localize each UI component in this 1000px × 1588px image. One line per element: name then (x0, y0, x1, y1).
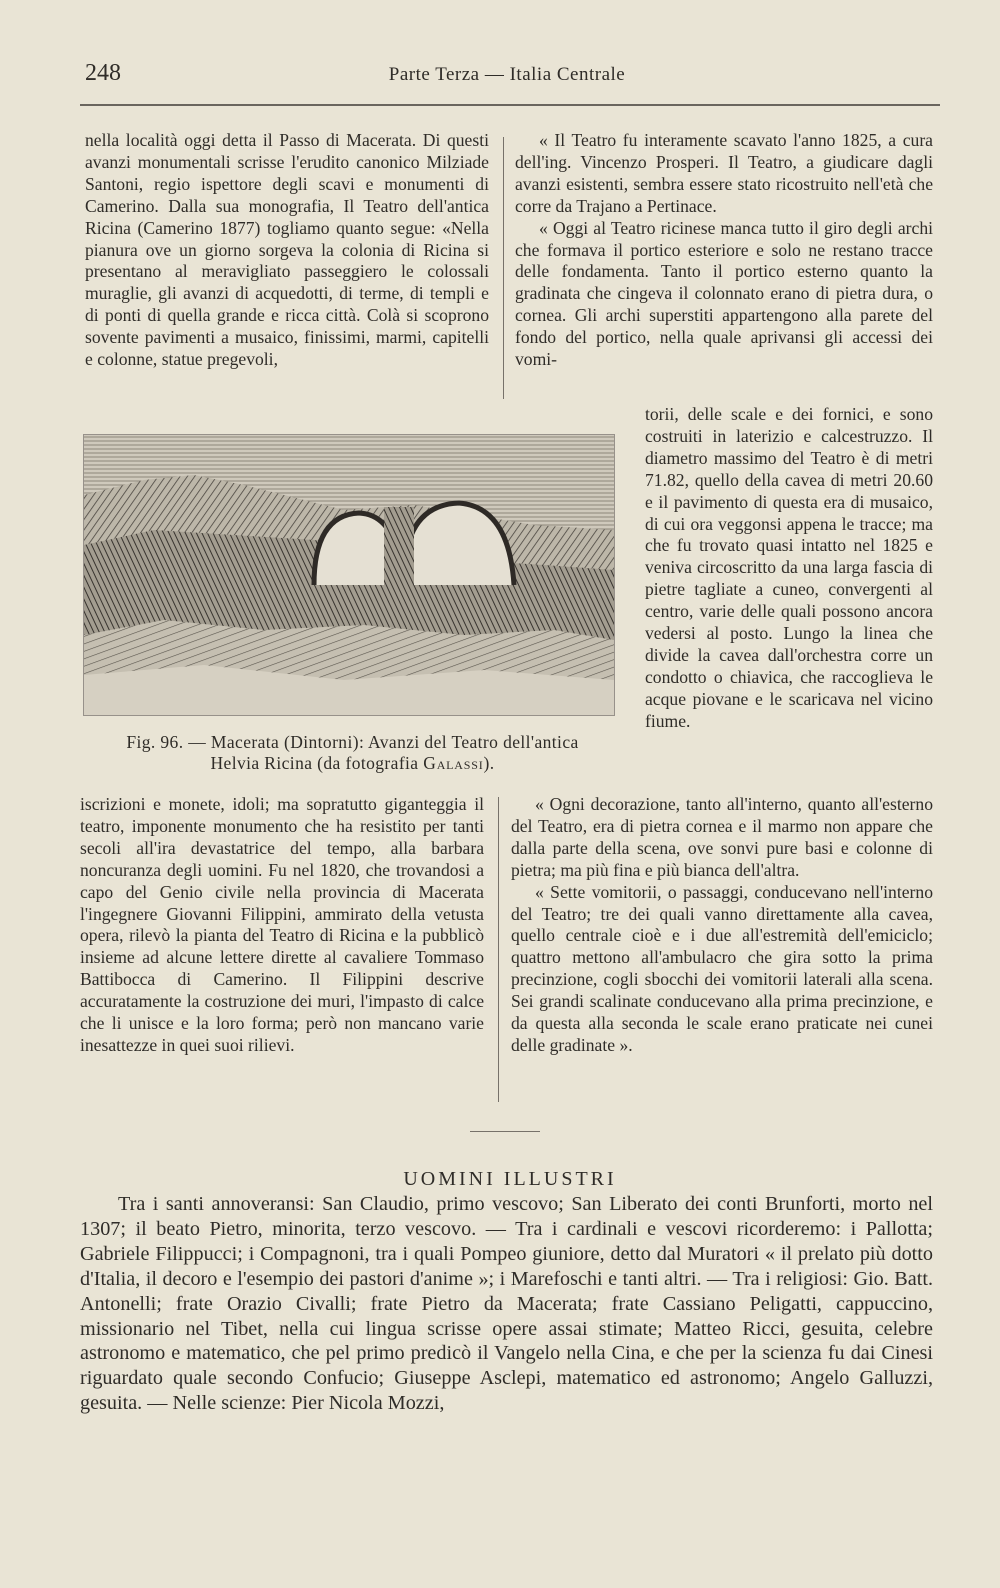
right-column-top (515, 130, 933, 371)
caption-line-2 (80, 753, 625, 774)
left-top-paragraph: nella località oggi detta il Passo di Macerata. Di questi avanzi monumentali scrisse l'erudito canonico Milziade Santoni, regio ispettore degli scavi e monumenti di Camerino. Dalla sua monografia, Il Teatro dell'antica Ricina (Camerino 1877) togliamo quanto segue: «Nella pianura ove un giorno sorgeva la colonia di Ricina si presentano al meravigliato passeggiero le colossali muraglie, gli avanzi di acquedotti, di terme, di templi e di ponti di quella grande e ricca città. Colà si scoprono sovente pavimenti a musaico, finissimi, marmi, capitelli e colonne, statue pregevoli, (85, 130, 489, 370)
running-head: Parte Terza — Italia Centrale (388, 64, 626, 85)
right-narrow-paragraph: torii, delle scale e dei fornici, e sono costruiti in laterizio e calcestruzzo. Il diametro massimo del Teatro è di metri 71.82, quello della cavea di metri 20.60 e il pavimento di questa era di musaico, di cui ora veggonsi appena le tracce; ma che fu trovato quasi intatto nel 1825 e veniva circoscritto da una larga fascia di pietre tagliate a cuneo, convergenti al centro, varie delle quali possono ancora vedersi al posto. Lungo la linea che divide la cavea dall'orchestra corre un condotto o chiavica, che raccoglieva le acque piovane e le scaricava nel vicino fiume. (645, 404, 933, 731)
section-body (80, 1192, 933, 1416)
figure-caption (80, 732, 625, 774)
caption-line-2-text: Helvia Ricina (da fotografia (210, 753, 424, 773)
left-column-bottom (80, 794, 484, 1057)
caption-line-1: Fig. 96. — Macerata (Dintorni): Avanzi del Teatro dell'antica (126, 732, 579, 752)
right-top-paragraph-1: « Il Teatro fu interamente scavato l'anno 1825, a cura dell'ing. Vincenzo Prosperi. Il Teatro, a giudicare dagli avanzi esistenti, sembra essere stato ricostruito nell'età che corre da Trajano a Pertinace. (515, 130, 933, 216)
right-top-paragraph-2: « Oggi al Teatro ricinese manca tutto il giro degli archi che formava il portico esteriore e solo ne restano tracce delle fondamenta. Tanto il portico esterno quanto la gradinata che cingeva il colonnato erano di pietra dura, o cornea. Gli archi superstiti appartengono alla parete del fondo del portico, nella quale aprivansi gli accessi dei vomi- (515, 217, 933, 370)
right-column-narrow (645, 404, 933, 733)
page-header (80, 60, 934, 96)
right-bottom-paragraph-1: « Ogni decorazione, tanto all'interno, quanto all'esterno del Teatro, era di pietra cornea e il marmo non appare che dalla parte della scena, ove sonvi pure basi e colonne di pietra; ma più fina e più bianca dell'altra. (511, 794, 933, 880)
section-separator-rule (470, 1131, 540, 1132)
column-rule-bottom (498, 797, 499, 1102)
figure-engraving-theatre-ruins (83, 434, 615, 716)
header-rule (80, 104, 940, 106)
left-bottom-paragraph: iscrizioni e monete, idoli; ma sopratutto giganteggia il teatro, imponente monumento che ha resistito per tanti secoli all'ira devastatrice del tempo, alla barbara noncuranza degli uomini. Fu nel 1820, che trovandosi a capo del Genio civile nella provincia di Macerata l'ingegnere Giovanni Filippini, ammirato della vetusta opera, rilevò la pianta del Teatro di Ricina e la pubblicò insieme ad alcune lettere dirette al cavaliere Tommaso Battibocca di Camerino. Il Filippini descrive accuratamente la costruzione dei muri, l'impasto di calce che li unisce e la loro forma; però non mancano varie inesattezze in quei suoi rilievi. (80, 794, 484, 1055)
caption-line-2-end: ). (483, 753, 495, 773)
left-column-top (85, 130, 489, 371)
section-paragraph: Tra i santi annoveransi: San Claudio, primo vescovo; San Liberato dei conti Brunforti, morto nel 1307; il beato Pietro, minorita, terzo vescovo. — Tra i cardinali e vescovi ricorderemo: i Pallotta; Gabriele Filippucci; i Compagnoni, tra i quali Pompeo giuniore, detto dal Muratori « il prelato più dotto d'Italia, il decoro e l'esempio dei pastori d'anime »; i Marefoschi e tanti altri. — Tra i religiosi: Gio. Batt. Antonelli; frate Orazio Civalli; frate Pietro da Macerata; frate Cassiano Peligatti, cappuccino, missionario nel Tibet, nella cui lingua scrisse opere assai stimate; Matteo Ricci, gesuita, celebre astronomo e matematico, che pel primo predicò il Vangelo nella Cina, e che per la scienza fu dai Cinesi riguardato quale secondo Confucio; Giuseppe Asclepi, matematico ed astronomo; Angelo Galluzzi, gesuita. — Nelle scienze: Pier Nicola Mozzi, (80, 1193, 933, 1415)
ruins-engraving-illustration (84, 435, 614, 715)
right-bottom-paragraph-2: « Sette vomitorii, o passaggi, conducevano nell'interno del Teatro; tre dei quali vanno direttamente alla cavea, quello centrale cioè e i due all'estremità dell'emiciclo; quattro mettono all'ambulacro che gira sotto la prima precinzione, cogli sbocchi dei vomitorii laterali alla scena. Sei grandi scalinate conducevano alla prima precinzione, e da questa alla seconda le scale erano praticate nei cunei delle gradinate ». (511, 881, 933, 1055)
right-column-bottom (511, 794, 933, 1057)
column-rule-top (503, 137, 504, 399)
section-heading: UOMINI ILLUSTRI (403, 1168, 617, 1190)
photo-credit: Galassi (423, 753, 484, 773)
page-number: 248 (85, 60, 121, 86)
